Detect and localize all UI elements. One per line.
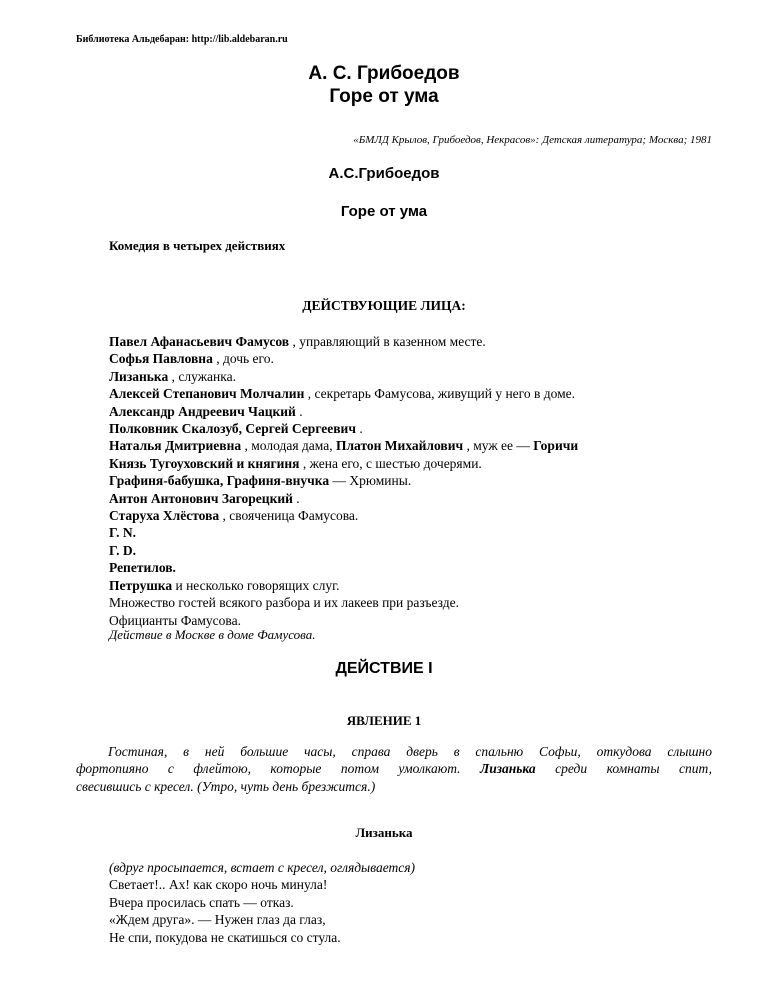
act-heading: ДЕЙСТВИЕ I bbox=[335, 660, 433, 677]
library-header: Библиотека Альдебаран: http://lib.aldebaran.ru bbox=[76, 34, 288, 45]
character-description: , дочь его. bbox=[212, 351, 274, 367]
character-description: , служанка. bbox=[168, 368, 236, 384]
character-name: Горичи bbox=[533, 438, 579, 454]
character-name: Петрушка bbox=[109, 577, 173, 593]
character-description: , молодая дама, bbox=[241, 438, 336, 454]
character-name: Павел Афанасьевич Фамусов bbox=[109, 334, 290, 349]
verse-line: Не спи, покудова не скатишься со стула. bbox=[109, 929, 341, 945]
character-name: Полковник Скалозуб, Сергей Сергеевич bbox=[109, 421, 356, 437]
character-name: Графиня-бабушка, Графиня-внучка bbox=[109, 473, 330, 489]
cast-entry bbox=[109, 490, 578, 507]
cast-entry bbox=[109, 559, 578, 576]
character-description: . bbox=[355, 421, 363, 437]
cast-entry bbox=[109, 350, 578, 367]
character-name: Г. D. bbox=[109, 542, 136, 558]
character-name: Старуха Хлёстова bbox=[109, 508, 220, 524]
cast-entry bbox=[109, 420, 578, 437]
stage-direction bbox=[76, 743, 712, 795]
character-name: Александр Андреевич Чацкий bbox=[109, 403, 296, 419]
character-description: , управляющий в казенном месте. bbox=[289, 334, 486, 349]
dramatis-personae-heading: ДЕЙСТВУЮЩИЕ ЛИЦА: bbox=[302, 298, 466, 313]
verse-block bbox=[109, 859, 415, 946]
character-description: Множество гостей всякого разбора и их лакеев при разъезде. bbox=[109, 595, 459, 611]
cast-entry bbox=[109, 437, 578, 454]
title-heading: Горе от ума bbox=[340, 203, 428, 220]
cast-entry bbox=[109, 524, 578, 541]
character-description: , муж ее — bbox=[463, 438, 534, 454]
character-name: Г. N. bbox=[109, 525, 136, 541]
cast-entry bbox=[109, 577, 578, 594]
character-description: . bbox=[295, 403, 303, 419]
cast-entry bbox=[109, 385, 578, 402]
character-name: Лизанька bbox=[109, 368, 169, 384]
character-description: , жена его, с шестью дочерями. bbox=[299, 455, 482, 471]
character-name: Лизанька bbox=[479, 761, 536, 777]
character-name: Князь Тугоуховский и княгиня bbox=[109, 455, 300, 471]
character-name: Алексей Степанович Молчалин bbox=[109, 386, 305, 402]
character-name: Софья Павловна bbox=[109, 351, 213, 367]
speaker-direction: (вдруг просыпается, встает с кресел, оглядывается) bbox=[109, 860, 416, 875]
author-heading: А.С.Грибоедов bbox=[328, 165, 440, 182]
cast-entry bbox=[109, 368, 578, 385]
character-name: Антон Антонович Загорецкий bbox=[109, 490, 293, 506]
genre-subtitle: Комедия в четырех действиях bbox=[109, 238, 286, 253]
character-description: — Хрюмины. bbox=[329, 473, 412, 489]
stage-direction-line bbox=[76, 760, 712, 777]
cast-entry bbox=[109, 472, 578, 489]
character-description: Официанты Фамусова. bbox=[109, 612, 241, 628]
verse-line: «Ждем друга». — Нужен глаз да глаз, bbox=[109, 912, 326, 928]
cast-entry bbox=[109, 455, 578, 472]
book-title: Горе от ума bbox=[329, 86, 439, 107]
cast-entry bbox=[109, 507, 578, 524]
cast-entry bbox=[109, 403, 578, 420]
character-name: Платон Михайлович bbox=[335, 438, 464, 454]
cast-entry bbox=[109, 594, 578, 611]
stage-direction-text: среди комнаты спит, bbox=[535, 761, 712, 777]
stage-direction-line: свесившись с кресел. (Утро, чуть день брезжится.) bbox=[76, 778, 376, 794]
book-author: А. С. Грибоедов bbox=[308, 63, 460, 84]
stage-direction-line: Гостиная, в ней большие часы, справа дверь в спальню Софьи, откудова слышно bbox=[108, 744, 712, 759]
verse-line: Светает!.. Ах! как скоро ночь минула! bbox=[109, 877, 328, 893]
setting-note: Действие в Москве в доме Фамусова. bbox=[109, 627, 316, 642]
character-description: . bbox=[292, 490, 300, 506]
character-description: и несколько говорящих слуг. bbox=[172, 577, 340, 593]
scene-heading: ЯВЛЕНИЕ 1 bbox=[346, 713, 422, 728]
cast-list bbox=[109, 333, 578, 629]
cast-entry bbox=[109, 542, 578, 559]
cast-entry bbox=[109, 333, 578, 350]
speaker-name: Лизанька bbox=[355, 825, 413, 840]
character-description: , секретарь Фамусова, живущий у него в доме. bbox=[304, 386, 576, 402]
character-description: , свояченица Фамусова. bbox=[219, 508, 359, 524]
character-name: Репетилов. bbox=[109, 560, 176, 576]
verse-line: Вчера просилась спать — отказ. bbox=[109, 894, 294, 910]
stage-direction-text: фортопияно с флейтою, которые потом умолкают. bbox=[76, 761, 480, 777]
source-citation: «БМЛД Крылов, Грибоедов, Некрасов»: Детская литература; Москва; 1981 bbox=[353, 134, 712, 146]
character-name: Наталья Дмитриевна bbox=[109, 438, 242, 454]
